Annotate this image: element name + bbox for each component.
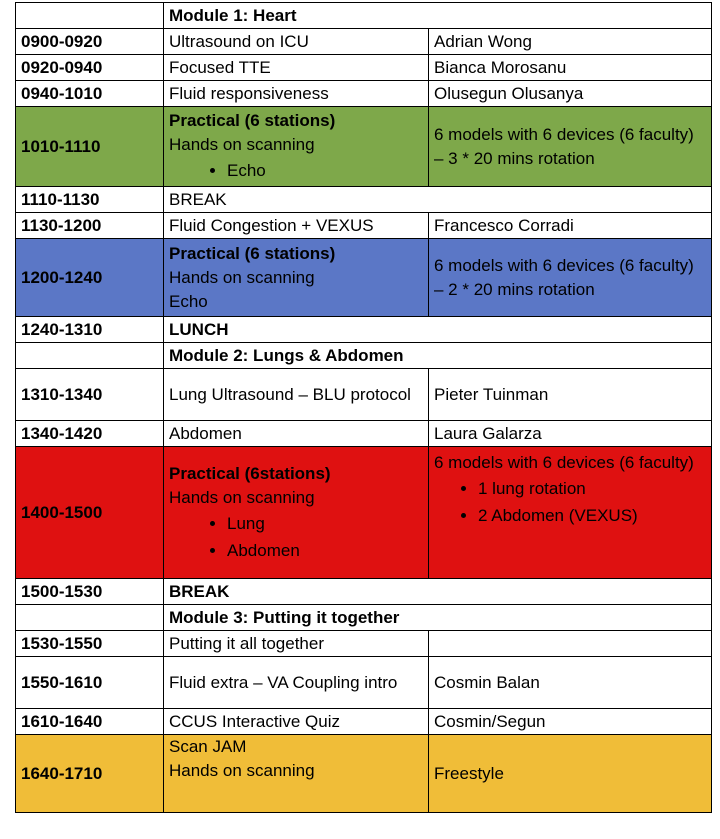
topic-cell: Lung Ultrasound – BLU protocol bbox=[164, 369, 429, 421]
table-row bbox=[16, 709, 712, 735]
time-cell: 1500-1530 bbox=[16, 579, 164, 605]
table-row bbox=[16, 213, 712, 239]
topic-cell: CCUS Interactive Quiz bbox=[164, 709, 429, 735]
practical-heading: Practical (6stations) bbox=[169, 463, 331, 483]
time-cell: 0900-0920 bbox=[16, 29, 164, 55]
break-row bbox=[16, 187, 712, 213]
practical-detail: 6 models with 6 devices (6 faculty) – 2 * 20 mins rotation bbox=[429, 239, 712, 317]
practical-row bbox=[16, 107, 712, 187]
practical-row bbox=[16, 447, 712, 579]
table-row bbox=[16, 55, 712, 81]
practical-heading: Practical (6 stations) bbox=[169, 111, 336, 130]
time-cell: 1340-1420 bbox=[16, 421, 164, 447]
lunch-row bbox=[16, 317, 712, 343]
time-cell: 1530-1550 bbox=[16, 631, 164, 657]
practical-bullets bbox=[169, 157, 423, 184]
table-row bbox=[16, 657, 712, 709]
break-label: BREAK bbox=[164, 579, 712, 605]
table-row bbox=[16, 421, 712, 447]
break-label: BREAK bbox=[164, 187, 712, 213]
practical-line: Echo bbox=[169, 291, 208, 311]
practical-cell bbox=[164, 107, 429, 187]
detail-bullets bbox=[434, 475, 706, 529]
speaker-cell: Laura Galarza bbox=[429, 421, 712, 447]
topic-cell: Fluid responsiveness bbox=[164, 81, 429, 107]
empty-cell bbox=[16, 343, 164, 369]
speaker-cell: Cosmin Balan bbox=[429, 657, 712, 709]
speaker-cell bbox=[429, 631, 712, 657]
break-row bbox=[16, 579, 712, 605]
time-cell: 1010-1110 bbox=[16, 107, 164, 187]
practical-cell bbox=[164, 239, 429, 317]
time-cell: 0920-0940 bbox=[16, 55, 164, 81]
time-cell: 1310-1340 bbox=[16, 369, 164, 421]
jam-cell bbox=[164, 735, 429, 813]
practical-cell bbox=[164, 447, 429, 579]
topic-cell: Focused TTE bbox=[164, 55, 429, 81]
module-title: Module 3: Putting it together bbox=[164, 605, 712, 631]
topic-cell: Ultrasound on ICU bbox=[164, 29, 429, 55]
practical-detail-cell bbox=[429, 447, 712, 579]
table-row bbox=[16, 81, 712, 107]
topic-cell: Fluid extra – VA Coupling intro bbox=[164, 657, 429, 709]
empty-cell bbox=[16, 605, 164, 631]
lunch-label: LUNCH bbox=[164, 317, 712, 343]
module-header-row bbox=[16, 343, 712, 369]
time-cell: 1130-1200 bbox=[16, 213, 164, 239]
time-cell: 0940-1010 bbox=[16, 81, 164, 107]
topic-cell: Abdomen bbox=[164, 421, 429, 447]
time-cell: 1610-1640 bbox=[16, 709, 164, 735]
list-item: • Abdomen bbox=[227, 537, 423, 564]
jam-sub: Hands on scanning bbox=[169, 761, 315, 780]
speaker-cell: Pieter Tuinman bbox=[429, 369, 712, 421]
list-item: • 1 lung rotation bbox=[478, 475, 706, 502]
practical-sub: Hands on scanning bbox=[169, 487, 315, 507]
module-title: Module 1: Heart bbox=[164, 3, 712, 29]
topic-cell: Putting it all together bbox=[164, 631, 429, 657]
speaker-cell: Adrian Wong bbox=[429, 29, 712, 55]
practical-detail: 6 models with 6 devices (6 faculty) – 3 * 20 mins rotation bbox=[429, 107, 712, 187]
empty-cell bbox=[16, 3, 164, 29]
practical-bullets bbox=[169, 510, 423, 564]
module-title: Module 2: Lungs & Abdomen bbox=[164, 343, 712, 369]
module-header-row bbox=[16, 605, 712, 631]
list-item: • Echo bbox=[227, 157, 423, 184]
table-row bbox=[16, 29, 712, 55]
speaker-cell: Francesco Corradi bbox=[429, 213, 712, 239]
jam-title: Scan JAM bbox=[169, 737, 247, 756]
list-item: • Lung bbox=[227, 510, 423, 537]
time-cell: 1200-1240 bbox=[16, 239, 164, 317]
speaker-cell: Olusegun Olusanya bbox=[429, 81, 712, 107]
practical-sub: Hands on scanning bbox=[169, 135, 315, 154]
list-item: • 2 Abdomen (VEXUS) bbox=[478, 502, 706, 529]
practical-heading: Practical (6 stations) bbox=[169, 243, 336, 263]
practical-row bbox=[16, 239, 712, 317]
practical-detail: 6 models with 6 devices (6 faculty) bbox=[434, 453, 694, 472]
table-row bbox=[16, 631, 712, 657]
time-cell: 1400-1500 bbox=[16, 447, 164, 579]
time-cell: 1550-1610 bbox=[16, 657, 164, 709]
speaker-cell: Bianca Morosanu bbox=[429, 55, 712, 81]
schedule-table bbox=[15, 2, 712, 813]
time-cell: 1240-1310 bbox=[16, 317, 164, 343]
jam-row bbox=[16, 735, 712, 813]
time-cell: 1640-1710 bbox=[16, 735, 164, 813]
jam-detail: Freestyle bbox=[429, 735, 712, 813]
topic-cell: Fluid Congestion + VEXUS bbox=[164, 213, 429, 239]
time-cell: 1110-1130 bbox=[16, 187, 164, 213]
module-header-row bbox=[16, 3, 712, 29]
table-row bbox=[16, 369, 712, 421]
speaker-cell: Cosmin/Segun bbox=[429, 709, 712, 735]
practical-sub: Hands on scanning bbox=[169, 267, 315, 287]
